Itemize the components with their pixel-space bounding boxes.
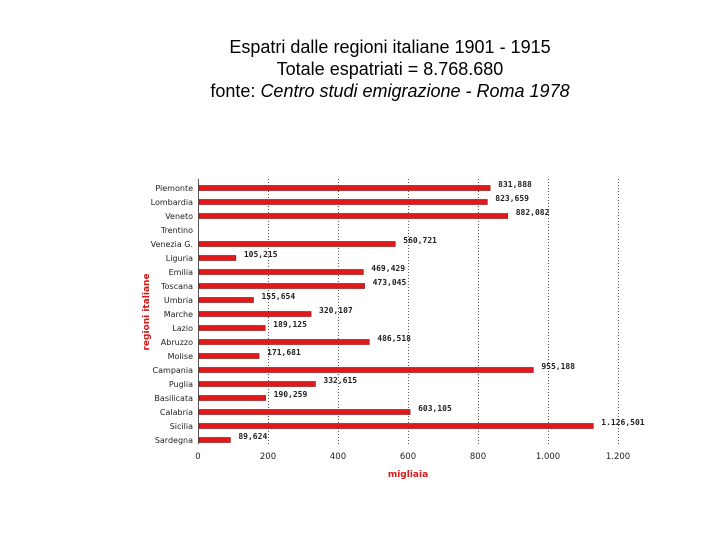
bar: [199, 438, 230, 443]
category-label: Puglia: [168, 380, 193, 389]
category-label: Lombardia: [150, 198, 193, 207]
bar: [199, 312, 311, 317]
category-label: Lazio: [172, 324, 193, 333]
value-label: 320,107: [319, 306, 353, 315]
chart-subtitle: Totale espatriati = 8.768.680: [276, 59, 504, 79]
y-axis-title: regioni italiane: [142, 273, 152, 351]
x-tick-label: 200: [259, 452, 277, 462]
value-label: 190,259: [273, 390, 308, 399]
value-label: 1.126,501: [601, 418, 645, 427]
bar: [199, 284, 365, 289]
bar: [199, 396, 266, 401]
value-label: 332,615: [323, 376, 358, 385]
value-label: 473,045: [372, 278, 407, 287]
source-prefix: fonte:: [210, 81, 261, 101]
bar: [199, 354, 259, 359]
value-label: 486,518: [377, 334, 412, 343]
category-label: Campania: [152, 366, 193, 375]
category-label: Veneto: [165, 212, 193, 221]
value-label: 171,681: [267, 348, 301, 357]
category-label: Liguria: [165, 254, 193, 263]
bar: [199, 326, 265, 331]
bar: [199, 214, 508, 219]
value-label: 189,125: [273, 320, 307, 329]
value-label: 155,654: [261, 292, 296, 301]
bar: [199, 242, 395, 247]
bar: [199, 382, 315, 387]
value-label: 89,624: [238, 432, 268, 441]
category-label: Sicilia: [169, 422, 193, 431]
category-label: Emilia: [168, 268, 193, 277]
bar: [199, 410, 410, 415]
value-label: 823,659: [495, 194, 529, 203]
category-label: Sardegna: [154, 436, 193, 445]
bar: [199, 340, 369, 345]
category-label: Venezia G.: [150, 240, 193, 249]
value-label: 603,105: [418, 404, 452, 413]
bars: [199, 186, 593, 443]
category-label: Calabria: [159, 408, 193, 417]
value-label: 882,082: [515, 208, 550, 217]
value-label: 831,888: [498, 180, 532, 189]
category-label: Basilicata: [154, 394, 193, 403]
value-label: 560,721: [403, 236, 437, 245]
bar: [199, 256, 236, 261]
bar: [199, 270, 363, 275]
source-text: Centro studi emigrazione - Roma 1978: [260, 81, 570, 101]
bar: [199, 368, 533, 373]
bar: [199, 424, 593, 429]
x-tick-label: 0: [195, 452, 201, 462]
value-labels: [238, 180, 644, 441]
bar: [199, 186, 490, 191]
chart-title: Espatri dalle regioni italiane 1901 - 1915: [229, 37, 551, 57]
category-label: Toscana: [161, 282, 193, 291]
x-tick-label: 600: [399, 452, 417, 462]
x-tick-label: 400: [329, 452, 347, 462]
x-axis-title: migliaia: [387, 470, 429, 480]
bar: [199, 298, 253, 303]
x-tick-label: 800: [469, 452, 487, 462]
category-label: Piemonte: [155, 184, 193, 193]
value-label: 469,429: [371, 264, 406, 273]
category-label: Abruzzo: [160, 338, 193, 347]
x-tick-labels: [195, 452, 630, 462]
x-tick-label: 1.000: [535, 452, 561, 462]
category-label: Marche: [163, 310, 193, 319]
category-label: Molise: [167, 352, 193, 361]
value-label: 955,188: [541, 362, 576, 371]
category-label: Trentino: [160, 226, 193, 235]
category-labels: [151, 184, 193, 445]
category-label: Umbria: [163, 296, 193, 305]
value-label: 105,215: [243, 250, 278, 259]
bar: [199, 200, 487, 205]
x-tick-label: 1.200: [605, 452, 631, 462]
